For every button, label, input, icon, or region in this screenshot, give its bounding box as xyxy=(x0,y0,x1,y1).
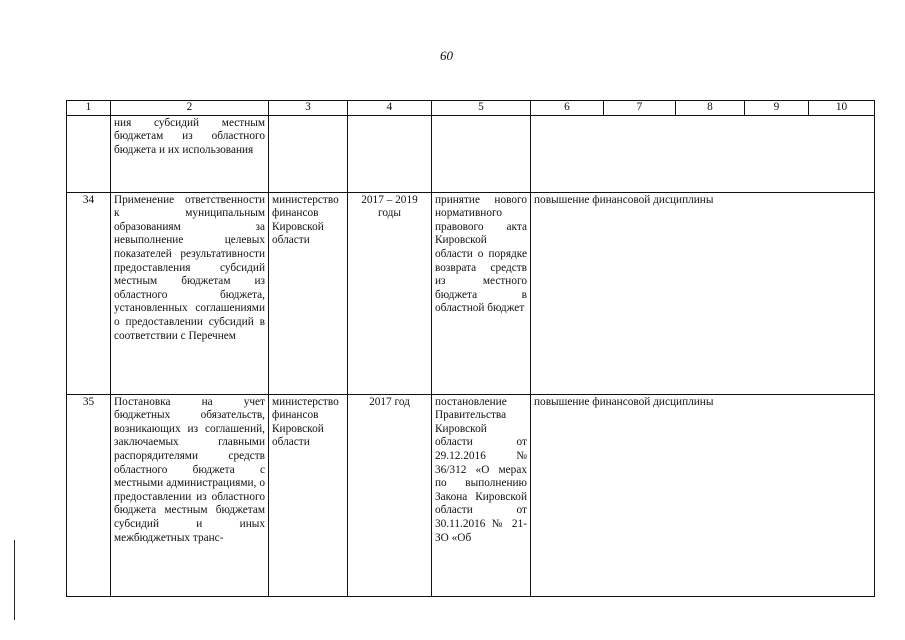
header-cell: 2 xyxy=(111,101,269,116)
indicator-cell: повышение финансовой дисциплины xyxy=(531,394,875,596)
header-cell: 1 xyxy=(67,101,111,116)
header-cell: 3 xyxy=(269,101,348,116)
indicator-cell: повышение финансовой дисциплины xyxy=(531,192,875,394)
table-header-row xyxy=(67,101,875,116)
result-cell xyxy=(432,115,531,192)
row-number-cell xyxy=(67,115,111,192)
executor-cell xyxy=(269,115,348,192)
table-row xyxy=(67,115,875,192)
header-cell: 8 xyxy=(676,101,745,116)
header-cell: 6 xyxy=(531,101,604,116)
measure-cell: Постановка на учет бюджетных обязательств, возникающих из соглашений, заключаемых главными распорядителями средств областного бюджета с местными администрациями, о предоставлении из областного бюджета местным бюджетам субсидий и иных межбюджетных транс- xyxy=(111,394,269,596)
measure-cell: Применение ответственности к муниципальным образованиям за невыполнение целевых показателей результативности предоставления субсидий местным бюджетам из областного бюджета, установленных соглашениями о предоставлении субсидий в соответствии с Перечнем xyxy=(111,192,269,394)
indicator-cell xyxy=(531,115,875,192)
table-row xyxy=(67,394,875,596)
period-cell: 2017 год xyxy=(348,394,432,596)
margin-mark xyxy=(14,540,15,620)
header-cell: 4 xyxy=(348,101,432,116)
row-number-cell: 34 xyxy=(67,192,111,394)
executor-cell: министерство финансов Кировской области xyxy=(269,394,348,596)
table-row xyxy=(67,192,875,394)
row-number-cell: 35 xyxy=(67,394,111,596)
period-cell xyxy=(348,115,432,192)
header-cell: 10 xyxy=(809,101,875,116)
result-cell: принятие нового нормативного правового акта Кировской области о порядке возврата средств из местного бюджета в областной бюджет xyxy=(432,192,531,394)
period-cell: 2017 – 2019 годы xyxy=(348,192,432,394)
page-number: 60 xyxy=(440,48,453,63)
header-cell: 5 xyxy=(432,101,531,116)
measure-cell: ния субсидий местным бюджетам из областного бюджета и их использования xyxy=(111,115,269,192)
header-cell: 9 xyxy=(745,101,809,116)
header-cell: 7 xyxy=(604,101,676,116)
executor-cell: министерство финансов Кировской области xyxy=(269,192,348,394)
result-cell: постановление Правительства Кировской области от 29.12.2016 № 36/312 «О мерах по выполнению Закона Кировской области от 30.11.2016 № 21-ЗО «Об xyxy=(432,394,531,596)
measures-table xyxy=(66,100,875,597)
